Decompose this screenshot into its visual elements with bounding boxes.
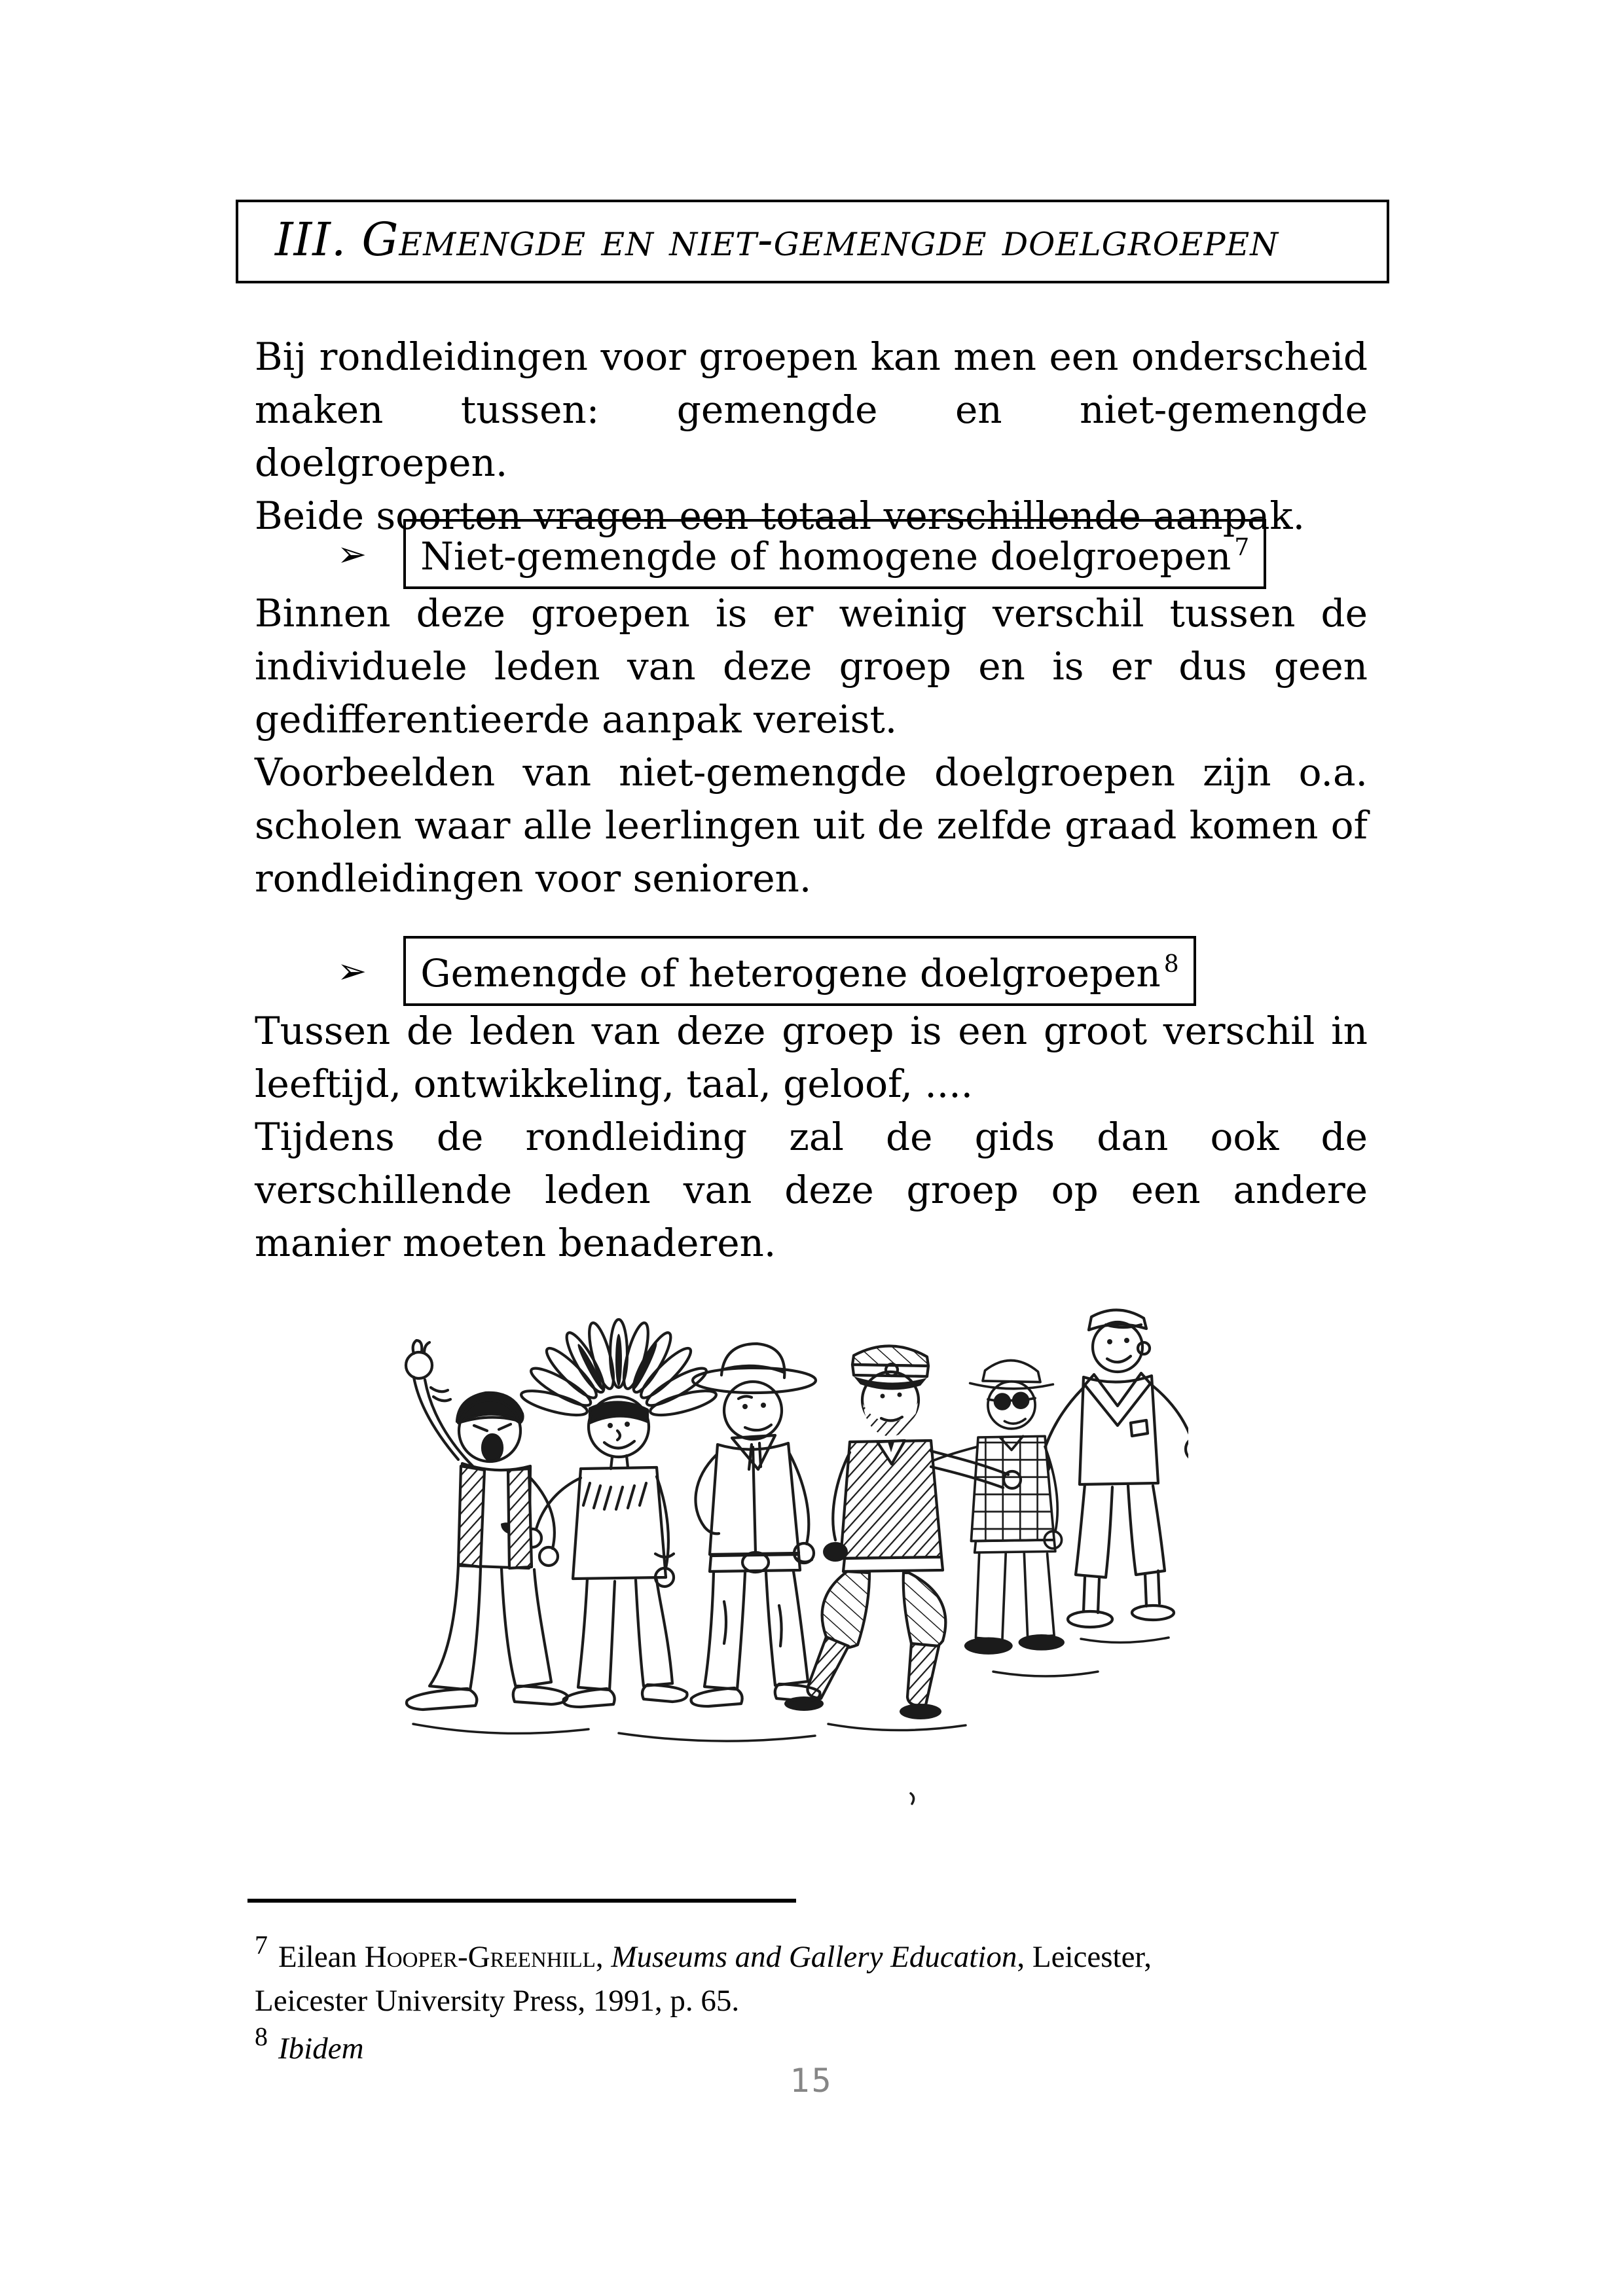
footnote-separator bbox=[247, 1899, 796, 1903]
text-line: verschillende leden van deze groep op een andere bbox=[255, 1168, 1368, 1212]
text-line: rondleidingen voor senioren. bbox=[255, 856, 812, 901]
text-line: Tijdens de rondleiding zal de gids dan ook de bbox=[255, 1115, 1368, 1159]
chapter-title: III. Gemengde en niet-gemengde doelgroepen bbox=[275, 213, 1279, 266]
section2-heading-box bbox=[403, 936, 1195, 1006]
figure-headdress-man bbox=[501, 1319, 718, 1707]
section1-heading: Niet-gemengde of homogene doelgroepen bbox=[420, 534, 1231, 579]
arrow-bullet-icon: ➢ bbox=[337, 950, 367, 992]
text-line: Tussen de leden van deze groep is een groot verschil in bbox=[255, 1009, 1368, 1053]
footnote-author: Hooper-Greenhill bbox=[364, 1940, 596, 1974]
text-line: manier moeten benaderen. bbox=[255, 1221, 776, 1265]
text-line: scholen waar alle leerlingen uit de zelfde graad komen of bbox=[255, 803, 1368, 848]
figure-shouting-man bbox=[406, 1340, 568, 1710]
footnote-marker: 7 bbox=[255, 1930, 268, 1960]
footnote-ref-8: 8 bbox=[1163, 951, 1179, 978]
arrow-bullet-icon: ➢ bbox=[337, 533, 367, 575]
section1-heading-row bbox=[255, 519, 1266, 589]
section1-heading-box bbox=[403, 519, 1266, 589]
text-line: gedifferentieerde aanpak vereist. bbox=[255, 697, 898, 742]
text-line: Binnen deze groepen is er weinig verschil tussen de bbox=[255, 591, 1368, 636]
text-line: Voorbeelden van niet-gemengde doelgroepen zijn o.a. bbox=[255, 750, 1368, 795]
footnote-7: $^7$ Eilean Hooper-Greenhill, Museums and Gallery Education, Leicester, Leicester University Press, 1991, p. 65. bbox=[255, 1930, 1152, 2018]
footnote-text: Ibidem bbox=[278, 2032, 364, 2066]
text-line: individuele leden van deze groep en is er dus geen bbox=[255, 644, 1368, 689]
text-line: maken tussen: gemengde en niet-gemengde doelgroepen. bbox=[255, 387, 1368, 485]
chapter-title-box bbox=[236, 200, 1389, 283]
footnote-text: Leicester University Press, 1991, p. 65. bbox=[255, 1984, 740, 2018]
section1-body bbox=[255, 587, 1368, 905]
text-line: Bij rondleidingen voor groepen kan men een onderscheid bbox=[255, 334, 1368, 379]
text-line: Beide soorten vragen een totaal verschillende aanpak. bbox=[255, 493, 1305, 538]
footnote-book-title: Museums and Gallery Education bbox=[611, 1940, 1017, 1974]
footnote-ref-7: 7 bbox=[1234, 534, 1250, 561]
section2-heading: Gemengde of heterogene doelgroepen bbox=[420, 951, 1161, 996]
section2-body bbox=[255, 1005, 1368, 1270]
footnote-marker: 8 bbox=[255, 2022, 268, 2051]
figure-cowboy bbox=[691, 1344, 820, 1706]
page-number: 15 bbox=[790, 2062, 833, 2100]
group-illustration bbox=[370, 1271, 1188, 1814]
intro-paragraph bbox=[255, 331, 1368, 543]
footnote-text: Eilean bbox=[278, 1940, 365, 1974]
text-line: leeftijd, ontwikkeling, taal, geloof, .... bbox=[255, 1062, 974, 1106]
section2-heading-row bbox=[255, 936, 1196, 1006]
